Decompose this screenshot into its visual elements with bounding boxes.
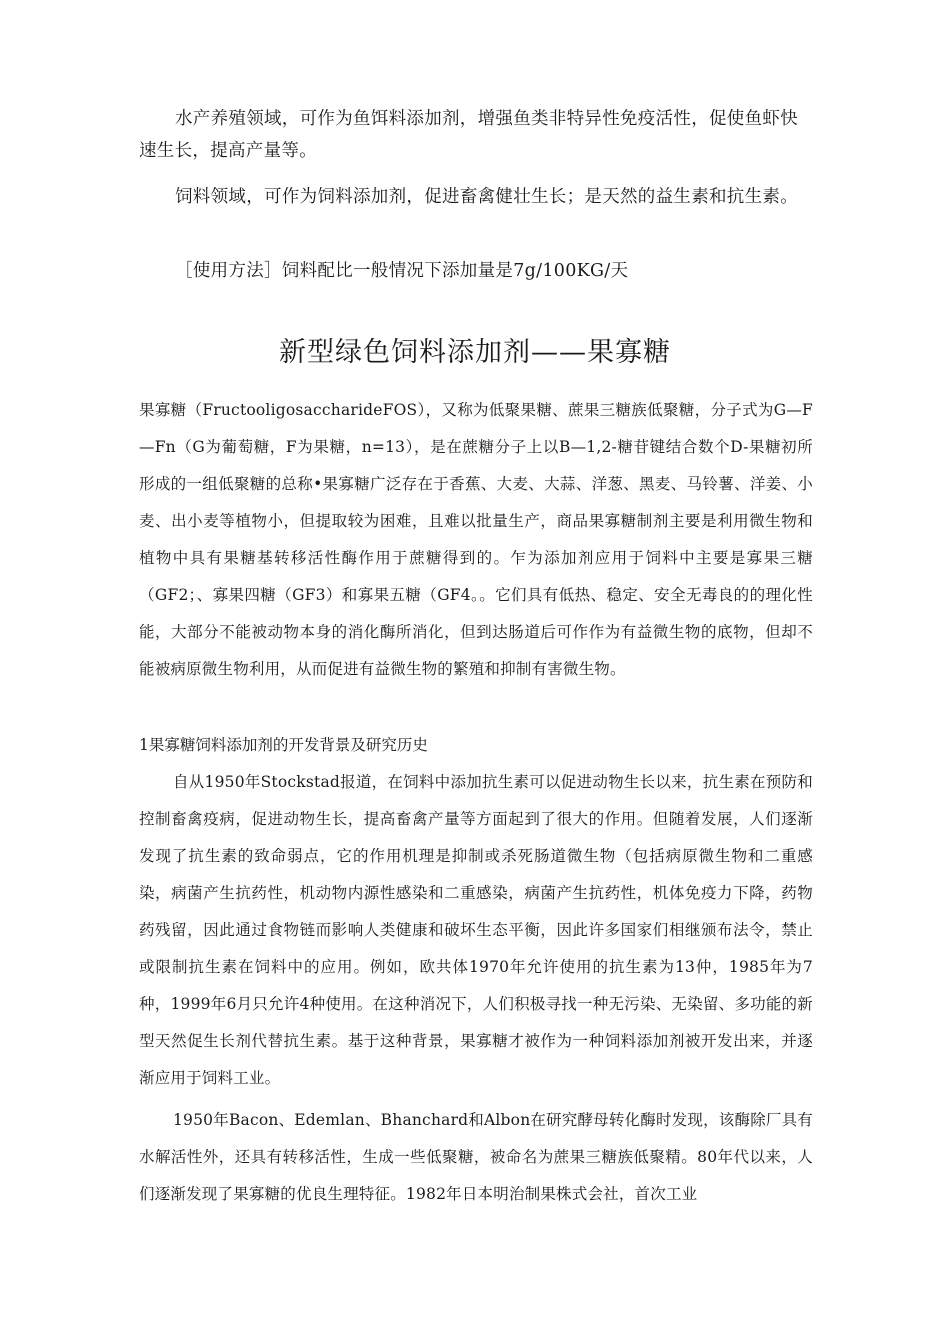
section-heading: 1果寡糖饲料添加剂的开发背景及研究历史: [139, 736, 428, 754]
document-title: 新型绿色饲料添加剂——果寡糖: [279, 337, 671, 368]
usage-method-paragraph: ［使用方法］饲料配比一般情况下添加量是7g/100KG/天: [175, 261, 629, 281]
history-paragraph-2: 1950年Bacon、Edemlan、Bhanchard和Albon在研究酵母转化酶时发现，该酶除厂具有水解活性外，还具有转移活性，生成一些低聚糖，被命名为蔗果三糖族低聚精。80年代以来，人们逐渐发现了果寡糖的优良生理特征。1982年日本明治制果株式会社，首次工业: [139, 1111, 813, 1203]
history-paragraph-1: 自从1950年Stockstad报道，在饲料中添加抗生素可以促进动物生长以来，抗生素在预防和控制畜禽疫病，促进动物生长，提高畜禽产量等方面起到了很大的作用。但随着发展，人们逐渐发现了抗生素的致命弱点，它的作用机理是抑制或杀死肠道微生物（包括病原微生物和二重感染，病菌产生抗药性，机动物内源性感染和二重感染，病菌产生抗药性，机体免疫力下降，药物药残留，因此通过食物链而影响人类健康和破坏生态平衡，因此许多国家们相继颁布法令，禁止或限制抗生素在饲料中的应用。例如，欧共体1970年允许使用的抗生素为13仲，1985年为7种，1999年6月只允许4种使用。在这种消况下，人们积极寻找一种无污染、无染留、多功能的新型天然促生长剂代替抗生素。基于这种背景，果寡糖才被作为一种饲料添加剂被开发出来，并逐渐应用于饲料工业。: [139, 773, 813, 1087]
intro-paragraph-aquaculture: 水产养殖领域，可作为鱼饵料添加剂，增强鱼类非特异性免疫活性，促使鱼虾快速生长，提高产量等。: [139, 109, 798, 161]
intro-paragraph-feed: 饲料领域，可作为饲料添加剂，促进畜禽健壮生长；是天然的益生素和抗生素。: [175, 187, 798, 207]
definition-paragraph: 果寡糖（FructooligosaccharideFOS），又称为低聚果糖、蔗果三糖族低聚糖，分子式为G—F—Fn（G为葡萄糖，F为果糖，n=13），是在蔗糖分子上以B—1,2-糖苷键结合数个D-果糖初所形成的一组低聚糖的总称•果寡糖广泛存在于香蕉、大麦、大蒜、洋葱、黑麦、马铃薯、洋姜、小麦、出小麦等植物小，但提取较为困难，且难以批量生产，商品果寡糖制剂主要是利用微生物和植物中具有果糖基转移活性酶作用于蔗糖得到的。乍为添加剂应用于饲料中主要是寡果三糖（GF2；、寡果四糖（GF3）和寡果五糖（GF4。。它们具有低热、稳定、安全无毒良的的理化性能，大部分不能被动物本身的消化酶所消化，但到达肠道后可作作为有益微生物的底物，但却不能被病原微生物利用，从而促进有益微生物的繁殖和抑制有害微生物。: [139, 401, 813, 678]
